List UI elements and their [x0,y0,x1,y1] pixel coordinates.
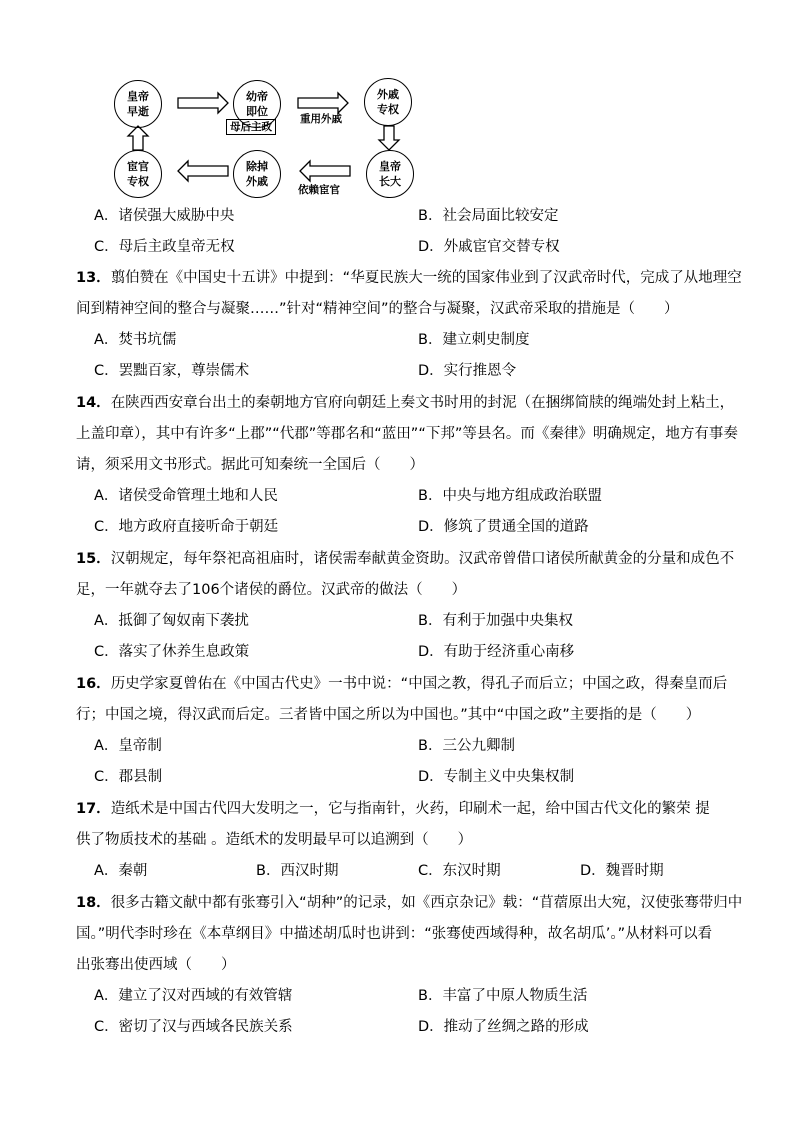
q18-stem-line1 [76,893,742,913]
node-text: 幼帝 [246,90,268,103]
node-text: 外戚 [246,175,268,188]
q14-option-b[interactable]: B．中央与地方组成政治联盟 [418,488,602,504]
node-text: 长大 [379,175,401,188]
q13-text: 翦伯赞在《中国史十五讲》中提到：“华夏民族大一统的国家伟业到了汉武帝时代，完成了从地理空 [110,270,742,286]
q17-number: 17． [76,801,111,817]
q14-option-c[interactable]: C．地方政府直接听命于朝廷 [94,519,279,535]
q13-stem-line2: 间到精神空间的整合与凝聚……”针对“精神空间”的整合与凝聚，汉武帝采取的措施是（ ） [76,301,679,317]
q14-number: 14． [76,395,111,411]
q18-option-b[interactable]: B．丰富了中原人物质生活 [418,988,588,1004]
q14-option-a[interactable]: A．诸侯受命管理土地和人民 [94,488,278,504]
node-consort-clan-power [364,78,412,126]
q15-text: 汉朝规定，每年祭祀高祖庙时，诸侯需奉献黄金资助。汉武帝曾借口诸侯所献黄金的分量和成色不 [110,551,735,567]
q17-stem-line2: 供了物质技术的基础 。造纸术的发明最早可以追溯到（ ） [76,832,473,848]
arrow-right-2 [298,93,348,113]
q16-option-d[interactable]: D．专制主义中央集权制 [418,769,575,785]
q16-text: 历史学家夏曾佑在《中国古代史》一书中说：“中国之教，得孔子而后立；中国之政，得秦皇而后 [110,676,728,692]
label-rely-consort: 重用外戚 [300,113,342,125]
node-text: 专权 [377,103,399,116]
q13-option-a[interactable]: A．焚书坑儒 [94,332,177,348]
q14-option-d[interactable]: D．修筑了贯通全国的道路 [418,519,589,535]
label-empress-regency: 母后主政 [226,119,276,135]
q17-option-b[interactable]: B．西汉时期 [256,863,339,879]
q16-option-a[interactable]: A．皇帝制 [94,738,162,754]
q17-option-a[interactable]: A．秦朝 [94,863,148,879]
q17-text: 造纸术是中国古代四大发明之一，它与指南针，火药，印刷术一起，给中国古代文化的繁荣 提 [110,801,710,817]
q16-option-c[interactable]: C．郡县制 [94,769,163,785]
q17-option-d[interactable]: D．魏晋时期 [580,863,664,879]
q18-number: 18． [76,895,111,911]
q15-option-d[interactable]: D．有助于经济重心南移 [418,644,575,660]
q18-option-a[interactable]: A．建立了汉对西域的有效管辖 [94,988,293,1004]
q12-option-a[interactable]: A．诸侯强大威胁中央 [94,208,235,224]
q18-stem-line3: 出张骞出使西域（ ） [76,957,236,973]
node-emperor-early-death [114,80,162,128]
q17-option-c[interactable]: C．东汉时期 [418,863,501,879]
q13-option-c[interactable]: C．罢黜百家，尊崇儒术 [94,363,250,379]
label-rely-eunuch: 依赖宦官 [298,184,340,196]
q13-option-d[interactable]: D．实行推恩令 [418,363,517,379]
node-text: 除掉 [246,160,268,173]
q18-option-d[interactable]: D．推动了丝绸之路的形成 [418,1019,589,1035]
node-text: 早逝 [127,105,149,118]
q18-option-c[interactable]: C．密切了汉与西域各民族关系 [94,1019,293,1035]
q12-option-d[interactable]: D．外戚宦官交替专权 [418,239,560,255]
node-emperor-grows-up [366,150,414,198]
node-text: 即位 [246,105,268,118]
q15-option-a[interactable]: A．抵御了匈奴南下袭扰 [94,613,249,629]
q15-number: 15． [76,551,111,567]
q15-option-c[interactable]: C．落实了休养生息政策 [94,644,250,660]
node-text: 皇帝 [127,90,149,103]
q18-stem-line2: 国。”明代李时珍在《本草纲目》中描述胡瓜时也讲到：“张骞使西域得种，故名胡瓜’。”从材料可以看 [76,926,713,942]
arrow-up [128,126,148,150]
q12-option-c[interactable]: C．母后主政皇帝无权 [94,239,235,255]
node-text: 外戚 [377,88,399,101]
cycle-diagram [100,78,420,198]
q14-text: 在陕西西安章台出土的秦朝地方官府向朝廷上奏文书时用的封泥（在捆绑简牍的绳端处封上粘土， [110,395,735,411]
node-text: 专权 [127,175,149,188]
arrow-left-1 [300,161,350,181]
q13-option-b[interactable]: B．建立刺史制度 [418,332,530,348]
q15-stem-line1 [76,549,734,569]
q18-text: 很多古籍文献中都有张骞引入“胡种”的记录，如《西京杂记》载：“苜蓿原出大宛，汉使张骞带归中 [110,895,743,911]
q14-stem-line2: 上盖印章），其中有许多“上郡”“代郡”等郡名和“蓝田”“下邦”等县名。而《秦律》明确规定，地方有事奏 [76,426,738,442]
q14-stem-line3: 请，须采用文书形式。据此可知秦统一全国后（ ） [76,457,424,473]
q13-number: 13． [76,270,111,286]
q15-option-b[interactable]: B．有利于加强中央集权 [418,613,573,629]
q12-option-b[interactable]: B．社会局面比较安定 [418,208,559,224]
q16-option-b[interactable]: B．三公九卿制 [418,738,515,754]
q16-stem-line2: 行；中国之境，得汉武而后定。三者皆中国之所以为中国也。”其中“中国之政”主要指的是（ ） [76,707,701,723]
node-text: 皇帝 [379,160,401,173]
q15-stem-line2: 足，一年就夺去了106个诸侯的爵位。汉武帝的做法（ ） [76,582,467,598]
node-text: 宦官 [127,160,149,173]
node-eunuch-power [114,150,162,198]
q16-number: 16． [76,676,111,692]
q14-stem-line1 [76,393,734,413]
q16-stem-line1 [76,674,727,694]
q13-stem-line1 [76,268,742,288]
q17-stem-line1 [76,799,710,819]
arrow-down [379,126,399,150]
arrow-left-2 [178,161,228,181]
arrow-right-1 [178,93,228,113]
node-remove-consort [233,150,281,198]
